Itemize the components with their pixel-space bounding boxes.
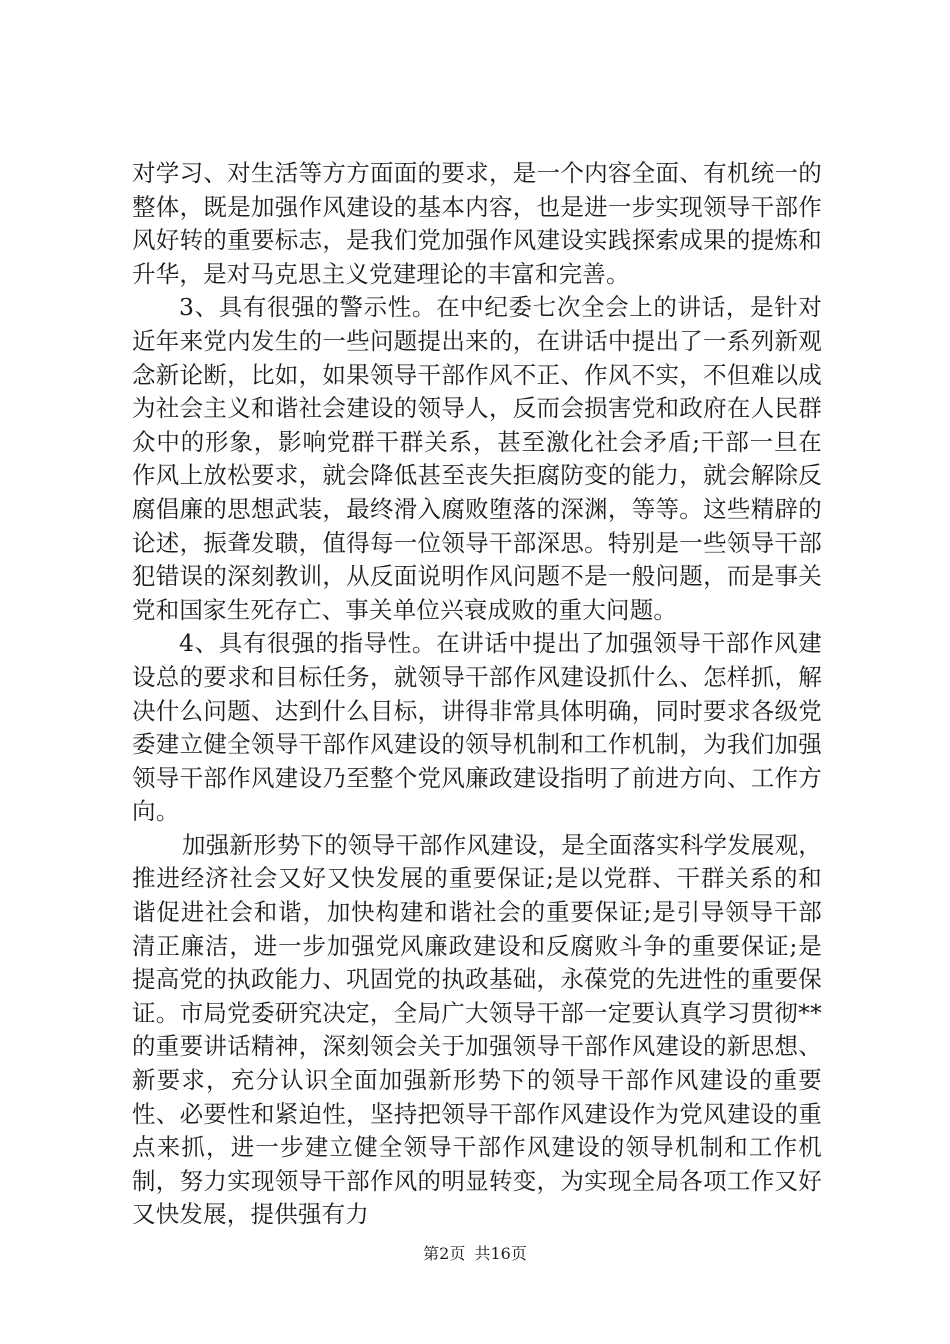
page-total: 共16页 [474,1244,527,1263]
page-number: 第2页 [423,1244,466,1263]
paragraph-conclusion: 加强新形势下的领导干部作风建设，是全面落实科学发展观，推进经济社会又好又快发展的重要保证;是以党群、干群关系的和谐促进社会和谐，加快构建和谐社会的重要保证;是引导领导干部清正廉洁，进一步加强党风廉政建设和反腐败斗争的重要保证;是提高党的执政能力、巩固党的执政基础，永葆党的先进性的重要保证。市局党委研究决定，全局广大领导干部一定要认真学习贯彻**的重要讲话精神，深刻领会关于加强领导干部作风建设的新思想、新要求，充分认识全面加强新形势下的领导干部作风建设的重要性、必要性和紧迫性，坚持把领导干部作风建设作为党风建设的重点来抓，进一步建立健全领导干部作风建设的领导机制和工作机制，努力实现领导干部作风的明显转变，为实现全局各项工作又好又快发展，提供强有力 [132,830,822,1229]
paragraph-continuation: 对学习、对生活等方方面面的要求，是一个内容全面、有机统一的整体，既是加强作风建设的基本内容，也是进一步实现领导干部作风好转的重要标志，是我们党加强作风建设实践探索成果的提炼和升华，是对马克思主义党建理论的丰富和完善。 [132,159,822,288]
paragraph-point-4: 4、具有很强的指导性。在讲话中提出了加强领导干部作风建设总的要求和目标任务，就领导干部作风建设抓什么、怎样抓，解决什么问题、达到什么目标，讲得非常具体明确，同时要求各级党委建立健全领导干部作风建设的领导机制和工作机制，为我们加强领导干部作风建设乃至整个党风廉政建设指明了前进方向、工作方向。 [132,629,822,826]
document-body [132,157,822,1232]
page-footer [0,1244,950,1264]
paragraph-point-3: 3、具有很强的警示性。在中纪委七次全会上的讲话，是针对近年来党内发生的一些问题提出来的，在讲话中提出了一系列新观念新论断，比如，如果领导干部作风不正、作风不实，不但难以成为社会主义和谐社会建设的领导人，反而会损害党和政府在人民群众中的形象，影响党群干群关系，甚至激化社会矛盾;干部一旦在作风上放松要求，就会降低甚至丧失拒腐防变的能力，就会解除反腐倡廉的思想武装，最终滑入腐败堕落的深渊，等等。这些精辟的论述，振聋发聩，值得每一位领导干部深思。特别是一些领导干部犯错误的深刻教训，从反面说明作风问题不是一般问题，而是事关党和国家生死存亡、事关单位兴衰成败的重大问题。 [132,293,822,624]
